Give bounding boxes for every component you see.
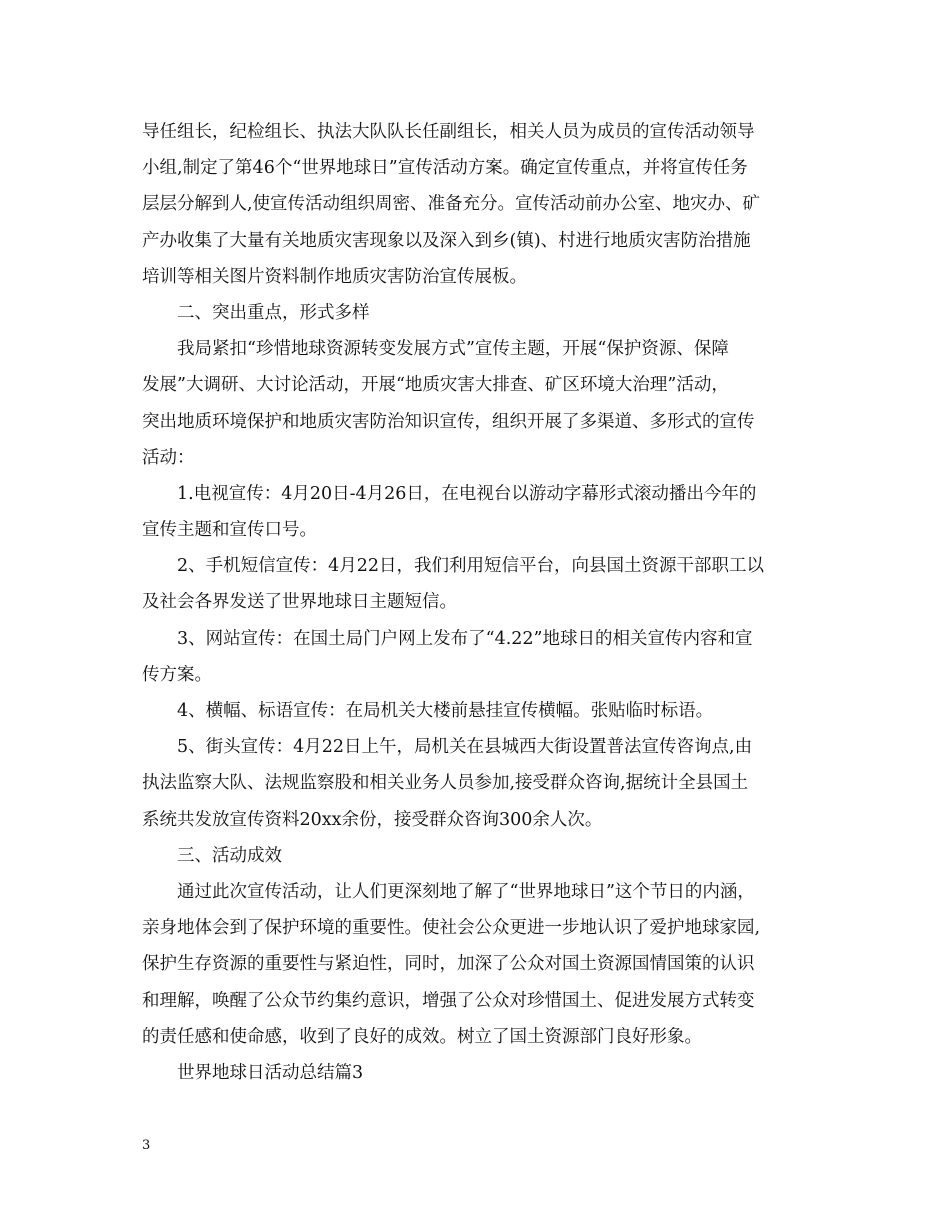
- text-line: 传方案。: [142, 664, 212, 685]
- text-line: 执法监察大队、法规监察股和相关业务人员参加,接受群众咨询,据统计全县国土: [142, 773, 749, 794]
- text-line: 亲身地体会到了保护环境的重要性。使社会公众更进一步地认识了爱护地球家园,: [142, 918, 761, 939]
- text-line: 小组,制定了第46个“世界地球日”宣传活动方案。确定宣传重点，并将宣传任务: [142, 158, 748, 179]
- text-line: 2、手机短信宣传：4月22日，我们利用短信平台，向县国土资源干部职工以: [177, 556, 765, 577]
- text-line: 世界地球日活动总结篇3: [177, 1062, 364, 1083]
- text-line: 二、突出重点，形式多样: [177, 302, 370, 323]
- text-line: 保护生存资源的重要性与紧迫性，同时，加深了公众对国土资源国情国策的认识: [142, 954, 755, 975]
- text-line: 通过此次宣传活动，让人们更深刻地了解了“世界地球日”这个节日的内涵，: [177, 881, 755, 902]
- text-line: 培训等相关图片资料制作地质灾害防治宣传展板。: [142, 266, 527, 287]
- text-line: 层层分解到人,使宣传活动组织周密、准备充分。宣传活动前办公室、地灾办、矿: [142, 194, 761, 215]
- text-line: 三、活动成效: [177, 845, 282, 866]
- document-body: [142, 114, 808, 1091]
- text-line: 导任组长，纪检组长、执法大队队长任副组长，相关人员为成员的宣传活动领导: [142, 122, 755, 142]
- text-line: 4、横幅、标语宣传：在局机关大楼前悬挂宣传横幅。张贴临时标语。: [177, 701, 714, 721]
- text-line: 的责任感和使命感，收到了良好的成效。树立了国土资源部门良好形象。: [142, 1026, 702, 1047]
- text-line: 系统共发放宣传资料20xx余份，接受群众咨询300余人次。: [142, 809, 603, 830]
- text-line: 和理解，唤醒了公众节约集约意识，增强了公众对珍惜国土、促进发展方式转变: [142, 990, 755, 1011]
- text-line: 我局紧扣“珍惜地球资源转变发展方式”宣传主题，开展“保护资源、保障: [177, 339, 729, 360]
- text-line: 产办收集了大量有关地质灾害现象以及深入到乡(镇)、村进行地质灾害防治措施: [142, 230, 751, 251]
- page-number: 3: [142, 1138, 151, 1153]
- text-line: 活动：: [142, 447, 195, 468]
- text-line: 1.电视宣传：4月20日-4月26日，在电视台以游动字幕形式滚动播出今年的: [177, 483, 757, 504]
- text-line: 突出地质环境保护和地质灾害防治知识宣传，组织开展了多渠道、多形式的宣传: [142, 411, 755, 432]
- text-line: 5、街头宣传：4月22日上午，局机关在县城西大街设置普法宣传咨询点,由: [177, 737, 753, 758]
- text-line: 及社会各界发送了世界地球日主题短信。: [142, 592, 457, 613]
- text-line: 发展”大调研、大讨论活动，开展“地质灾害大排查、矿区环境大治理”活动，: [142, 375, 729, 396]
- text-line: 3、网站宣传：在国土局门户网上发布了“4.22”地球日的相关宣传内容和宣: [177, 628, 753, 649]
- text-line: 宣传主题和宣传口号。: [142, 520, 317, 541]
